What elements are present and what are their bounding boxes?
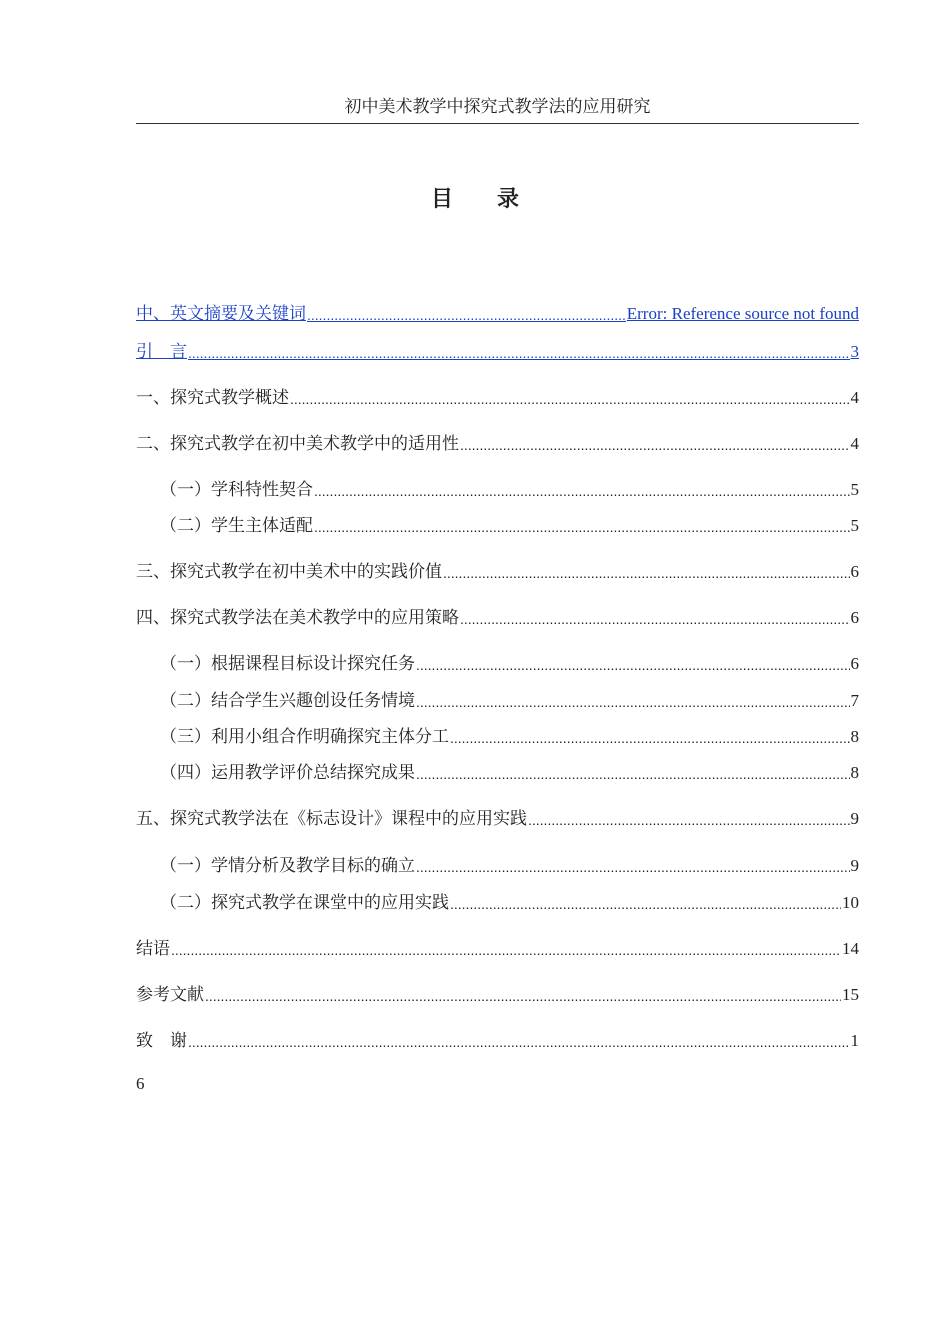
toc-entry-page: 14 (842, 939, 859, 958)
toc-entry-page: 7 (850, 691, 859, 710)
toc-entry-page: 6 (850, 562, 859, 581)
toc-entry (160, 887, 859, 913)
toc-leader-dots (416, 765, 850, 783)
toc-entry (136, 1025, 859, 1051)
toc-leader-dots (314, 482, 850, 500)
toc-leader-dots (450, 895, 841, 913)
toc-entry (136, 428, 859, 454)
toc-entry-page: 15 (842, 985, 859, 1004)
running-header: 初中美术教学中探究式教学法的应用研究 (136, 92, 859, 124)
toc-entry-page: 4 (850, 388, 859, 407)
toc-entry (136, 556, 859, 582)
toc-entry-page: 6 (850, 654, 859, 673)
toc-entry-page: 9 (850, 809, 859, 828)
toc-leader-dots (450, 729, 850, 747)
toc-entry (160, 685, 859, 711)
toc-entry-page: 4 (850, 434, 859, 453)
toc-leader-dots (416, 693, 850, 711)
toc-entry-label: 三、探究式教学在初中美术中的实践价值 (136, 562, 442, 582)
toc-entry-page: 3 (850, 342, 859, 361)
toc-entry[interactable] (136, 336, 859, 362)
toc-entry-label: 五、探究式教学法在《标志设计》课程中的应用实践 (136, 809, 527, 829)
page-title: 目录 (430, 186, 563, 212)
toc-leader-dots (416, 656, 850, 674)
toc-entry-label: （三）利用小组合作明确探究主体分工 (160, 727, 449, 747)
toc-entry-label: （一）学科特性契合 (160, 480, 313, 500)
toc-entry-label: （四）运用教学评价总结探究成果 (160, 763, 415, 783)
toc-leader-dots (307, 306, 626, 324)
toc-entry-label: （一）根据课程目标设计探究任务 (160, 654, 415, 674)
toc-leader-dots (416, 858, 850, 876)
toc-entry-page: 8 (850, 727, 859, 746)
toc-entry-label: 致 谢 (136, 1031, 187, 1051)
toc-leader-dots (188, 1033, 850, 1051)
toc-entry-page: 8 (850, 763, 859, 782)
toc-entry (160, 648, 859, 674)
toc-entry-page: 5 (850, 480, 859, 499)
toc-entry (160, 721, 859, 747)
toc-entry-page: Error: Reference source not found (626, 304, 859, 323)
toc-entry (160, 474, 859, 500)
toc-entry (136, 803, 859, 829)
toc-entry (136, 933, 859, 959)
toc-entry (160, 510, 859, 536)
toc-leader-dots (171, 941, 841, 959)
toc-entry-label: 参考文献 (136, 985, 204, 1005)
toc-entry-page: 1 (850, 1031, 859, 1050)
toc-entry-label: （二）学生主体适配 (160, 516, 313, 536)
toc-leader-dots (460, 436, 850, 454)
toc-leader-dots (205, 987, 841, 1005)
toc-entry (136, 602, 859, 628)
toc-entry-label: 四、探究式教学法在美术教学中的应用策略 (136, 608, 459, 628)
toc-entry[interactable] (136, 298, 859, 324)
toc-leader-dots (314, 518, 850, 536)
toc-entry-label: 一、探究式教学概述 (136, 388, 289, 408)
toc-entry (160, 757, 859, 783)
toc-entry (136, 382, 859, 408)
toc-entry-label: （二）结合学生兴趣创设任务情境 (160, 691, 415, 711)
toc-entry-page: 6 (850, 608, 859, 627)
toc-leader-dots (443, 564, 850, 582)
toc-entry-page: 9 (850, 856, 859, 875)
page-number-fragment: 6 (136, 1074, 145, 1093)
toc-leader-dots (290, 390, 850, 408)
toc-leader-dots (460, 610, 850, 628)
toc-entry-label: （二）探究式教学在课堂中的应用实践 (160, 893, 449, 913)
toc-entry (160, 850, 859, 876)
toc-entry-label: 中、英文摘要及关键词 (136, 304, 306, 324)
toc-entry-label: 结语 (136, 939, 170, 959)
toc-entry-page: 10 (842, 893, 859, 912)
toc-entry-label: 二、探究式教学在初中美术教学中的适用性 (136, 434, 459, 454)
toc-entry-label: 引 言 (136, 342, 187, 362)
toc-leader-dots (188, 344, 850, 362)
toc-entry-label: （一）学情分析及教学目标的确立 (160, 856, 415, 876)
toc-leader-dots (528, 811, 850, 829)
toc-entry-page: 5 (850, 516, 859, 535)
toc-entry (136, 979, 859, 1005)
